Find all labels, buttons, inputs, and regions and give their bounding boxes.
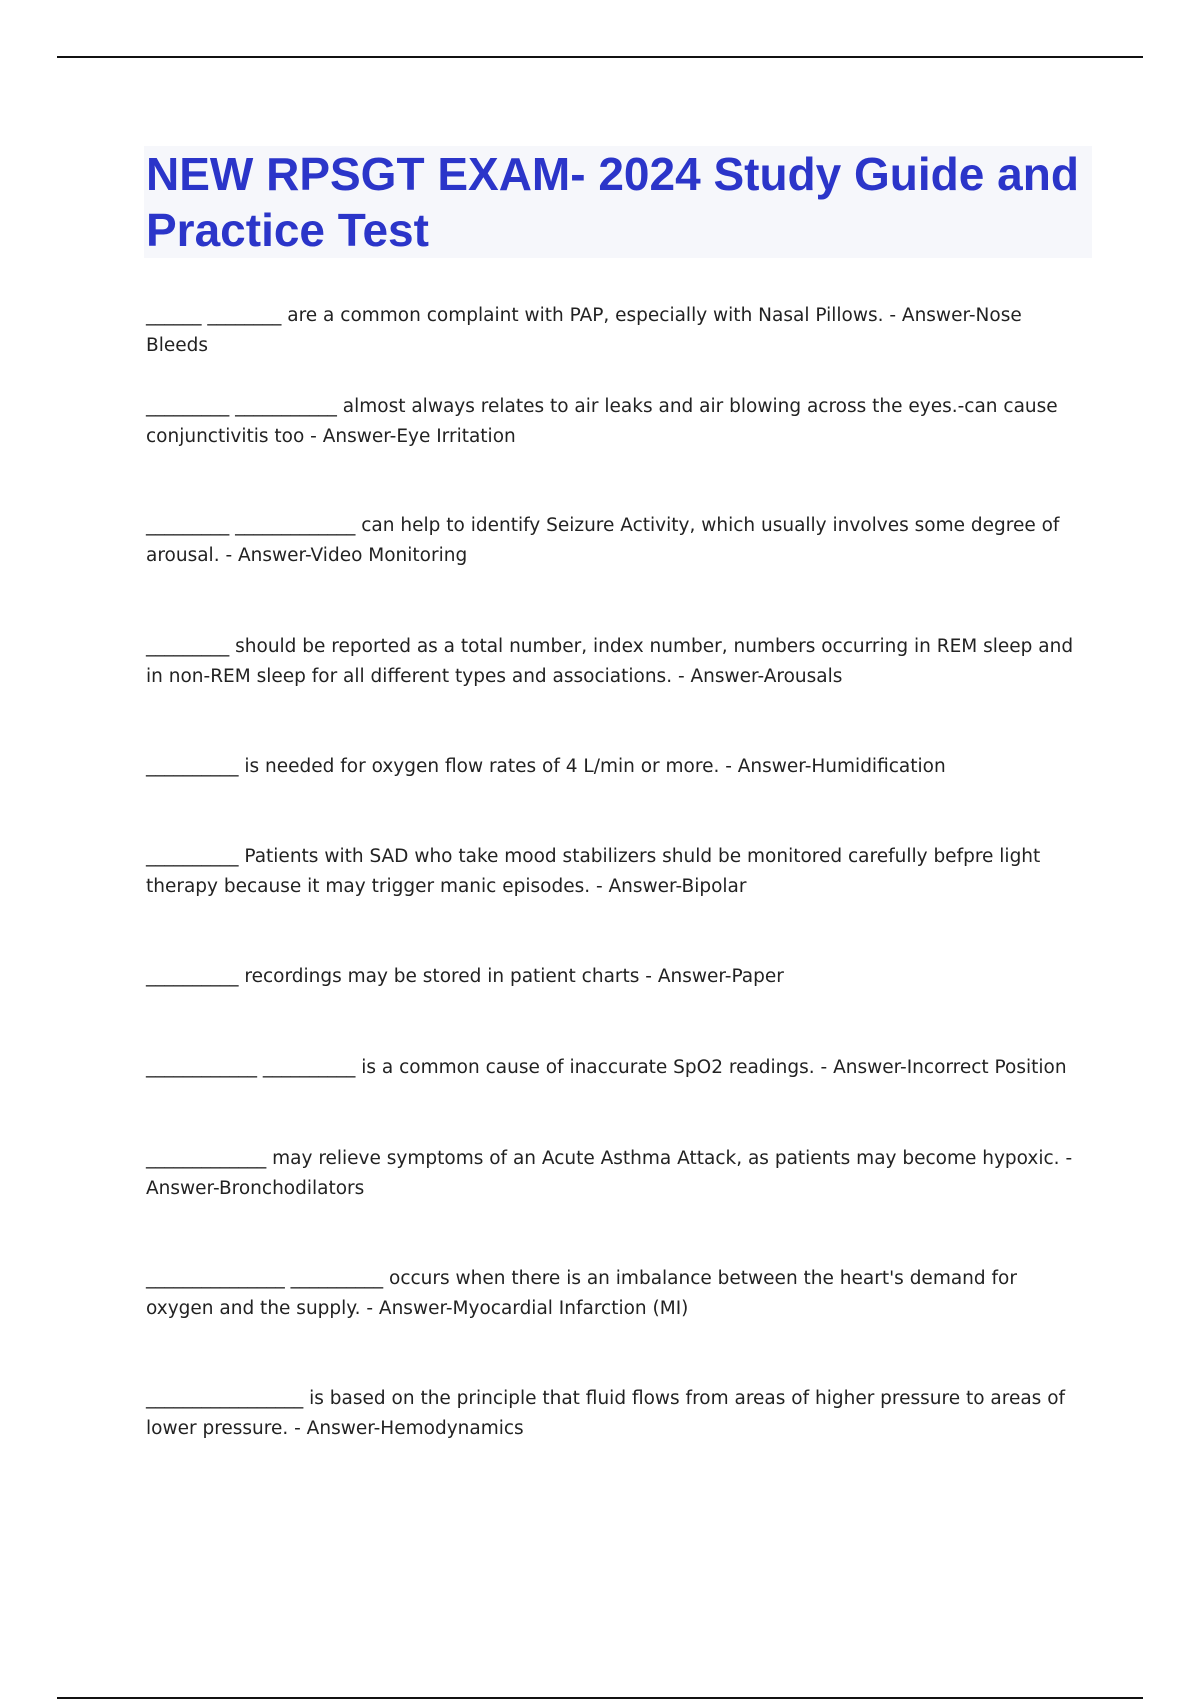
question-item-2: _________ ___________ almost always relates to air leaks and air blowing across the eyes.-can cause conjunctivitis too - Answer-Eye Irritation [146, 396, 1058, 447]
question-item-3: _________ _____________ can help to identify Seizure Activity, which usually involves some degree of arousal. - Answer-Video Monitoring [146, 515, 1060, 566]
question-item-11: _________________ is based on the principle that fluid flows from areas of higher pressure to areas of lower pressure. - Answer-Hemodynamics [146, 1388, 1066, 1439]
question-item-8: ____________ __________ is a common cause of inaccurate SpO2 readings. - Answer-Incorrect Position [146, 1057, 1067, 1078]
question-item-9: _____________ may relieve symptoms of an Acute Asthma Attack, as patients may become hypoxic. - Answer-Bronchodilators [146, 1148, 1073, 1199]
question-item-5: __________ is needed for oxygen flow rates of 4 L/min or more. - Answer-Humidification [146, 756, 946, 777]
question-item-4: _________ should be reported as a total number, index number, numbers occurring in REM sleep and in non-REM sleep for all different types and associations. - Answer-Arousals [146, 636, 1074, 687]
question-item-10: _______________ __________ occurs when there is an imbalance between the heart's demand for oxygen and the supply. - Answer-Myocardial Infarction (MI) [146, 1268, 1017, 1319]
document-title: NEW RPSGT EXAM- 2024 Study Guide and Practice Test [146, 148, 1079, 256]
bottom-rule [57, 1697, 1143, 1699]
question-item-7: __________ recordings may be stored in patient charts - Answer-Paper [146, 966, 784, 987]
top-rule [57, 56, 1143, 58]
question-item-6: __________ Patients with SAD who take mood stabilizers shuld be monitored carefully befpre light therapy because it may trigger manic episodes. - Answer-Bipolar [146, 846, 1041, 897]
question-item-1: ______ ________ are a common complaint with PAP, especially with Nasal Pillows. - Answer-Nose Bleeds [146, 305, 1022, 356]
